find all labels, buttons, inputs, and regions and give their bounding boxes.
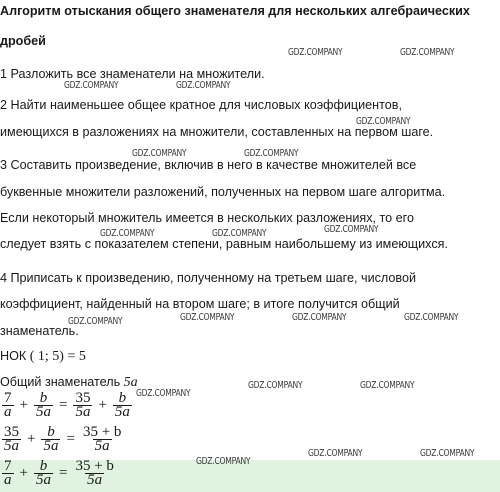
watermark: GDZ.COMPANY — [132, 148, 187, 159]
denominator: 5a — [87, 472, 103, 488]
step-4-line-2: коэффициент, найденный на втором шаге; в итоге получится общий — [0, 297, 400, 311]
watermark: GDZ.COMPANY — [100, 228, 155, 239]
watermark: GDZ.COMPANY — [180, 312, 235, 323]
fraction — [2, 460, 14, 487]
plus-sign: + — [19, 397, 28, 413]
numerator: 35 + b — [82, 424, 122, 440]
numerator: 7 — [4, 390, 12, 406]
step-4-line-1: 4 Приписать к произведению, полученному на третьем шаге, числовой — [0, 271, 416, 285]
fraction — [2, 426, 21, 453]
denominator: a — [4, 404, 12, 420]
watermark: GDZ.COMPANY — [196, 456, 251, 467]
step-1: 1 Разложить все знаменатели на множители. — [0, 67, 265, 81]
plus-sign: + — [19, 465, 28, 481]
watermark: GDZ.COMPANY — [356, 116, 411, 127]
watermark: GDZ.COMPANY — [136, 388, 191, 399]
fraction — [34, 460, 53, 487]
watermark: GDZ.COMPANY — [308, 448, 363, 459]
watermark: GDZ.COMPANY — [244, 148, 299, 159]
denominator: 5a — [35, 472, 51, 488]
common-denominator-line — [0, 375, 138, 390]
plus-sign: + — [27, 431, 36, 447]
watermark: GDZ.COMPANY — [288, 47, 343, 58]
denominator: a — [4, 472, 12, 488]
step-2-line-2: имеющихся в разложениях на множители, составленных на первом шаге. — [0, 125, 434, 139]
step-3-line-2: буквенные множители разложений, полученных на первом шаге алгоритма. — [0, 185, 446, 199]
nok-label: НОК — [0, 349, 27, 363]
numerator: b — [39, 390, 48, 406]
numerator: 35 — [4, 424, 19, 440]
denominator: 5a — [43, 438, 59, 454]
equation-2 — [0, 426, 125, 453]
numerator: b — [118, 390, 127, 406]
denominator: 5a — [75, 404, 91, 420]
watermark: GDZ.COMPANY — [248, 380, 303, 391]
note-line-2: следует взять с показателем степени, равным наибольшему из имеющихся. — [0, 237, 448, 251]
numerator: 7 — [4, 458, 12, 474]
watermark: GDZ.COMPANY — [212, 228, 267, 239]
fraction — [34, 392, 53, 419]
common-denominator-label: Общий знаменатель — [0, 375, 121, 389]
nok-line — [0, 349, 86, 364]
watermark: GDZ.COMPANY — [64, 80, 119, 91]
equals-sign: = — [58, 397, 68, 413]
step-3-line-1: 3 Составить произведение, включив в него в качестве множителей все — [0, 158, 417, 172]
common-denominator-value: 5a — [123, 375, 138, 390]
watermark: GDZ.COMPANY — [292, 312, 347, 323]
title-line-2: дробей — [0, 34, 46, 48]
watermark: GDZ.COMPANY — [360, 380, 415, 391]
watermark: GDZ.COMPANY — [400, 47, 455, 58]
fraction — [73, 392, 92, 419]
plus-sign: + — [98, 397, 107, 413]
fraction — [113, 392, 132, 419]
watermark: GDZ.COMPANY — [404, 312, 459, 323]
denominator: 5a — [35, 404, 51, 420]
nok-result: = 5 — [67, 349, 86, 364]
fraction — [2, 392, 14, 419]
nok-args: ( 1; 5) — [29, 349, 64, 364]
denominator: 5a — [114, 404, 130, 420]
numerator: b — [47, 424, 55, 440]
watermark: GDZ.COMPANY — [420, 448, 475, 459]
watermark: GDZ.COMPANY — [176, 80, 231, 91]
equation-1 — [0, 392, 134, 419]
fraction — [81, 426, 123, 453]
title-line-1: Алгоритм отыскания общего знаменателя для нескольких алгебраических — [0, 4, 470, 18]
numerator: 35 — [75, 390, 91, 406]
note-line-1: Если некоторый множитель имеется в нескольких разложениях, то его — [0, 211, 414, 225]
numerator: b — [39, 458, 48, 474]
step-4-line-3: знаменатель. — [0, 324, 79, 338]
numerator: 35 + b — [75, 458, 114, 474]
step-2-line-1: 2 Найти наименьшее общее кратное для числовых коэффициентов, — [0, 98, 402, 112]
watermark: GDZ.COMPANY — [324, 224, 379, 235]
denominator: 5a — [4, 438, 19, 454]
fraction — [41, 426, 60, 453]
equals-sign: = — [66, 431, 75, 447]
watermark: GDZ.COMPANY — [68, 316, 123, 327]
fraction — [73, 460, 115, 487]
equation-3 — [0, 460, 118, 487]
equals-sign: = — [58, 465, 68, 481]
denominator: 5a — [94, 438, 110, 454]
